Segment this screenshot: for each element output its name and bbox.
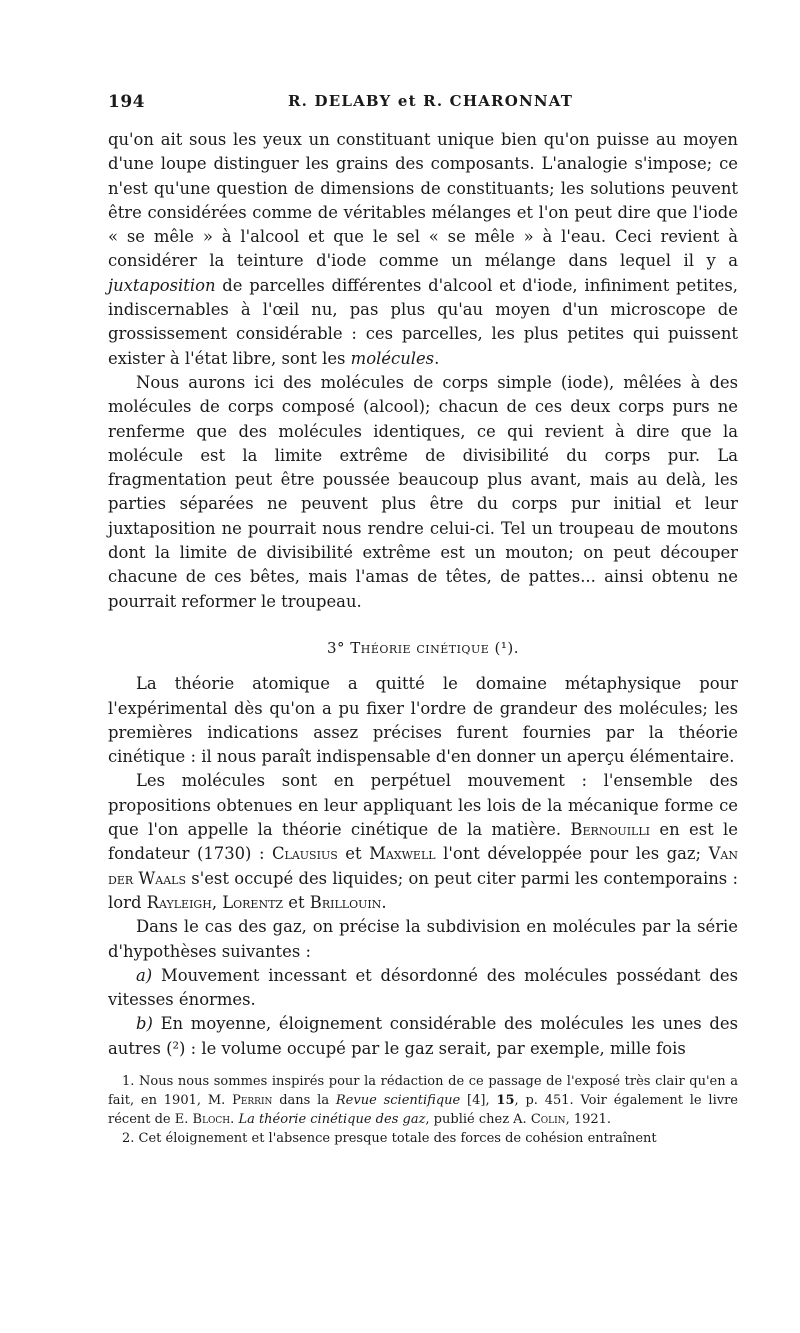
author-name: Brillouin xyxy=(309,892,382,912)
footnote-ref: (¹). xyxy=(494,638,520,657)
author-name: Rayleigh xyxy=(146,892,212,912)
section-heading-text: 3° Théorie cinétique xyxy=(326,638,490,657)
paragraph-5: Dans le cas des gaz, on précise la subdivision en molécules par la série d'hypothèses suivantes : xyxy=(108,917,738,961)
text-span: , xyxy=(211,892,223,912)
text-span: et xyxy=(337,844,370,864)
list-label: a) xyxy=(136,965,153,985)
text-span: de parcelles différentes d'alcool et d'iode, infiniment petites, indiscernables à l'œil nu, pas plus qu'au moyen d'un microscope de grossissement considérable : ces parcelles, les plus petites qui puissent exister à l'état libre, sont les xyxy=(108,275,738,368)
author-name: Perrin xyxy=(232,1093,273,1108)
body-text xyxy=(108,128,738,1061)
page-header xyxy=(108,92,740,116)
text-span: l'ont développée pour les gaz; xyxy=(435,844,709,864)
text-span: , publié chez A. xyxy=(425,1112,531,1127)
volume-number: 15 xyxy=(496,1093,515,1108)
book-title: La théorie cinétique des gaz xyxy=(238,1112,426,1127)
author-name: Bloch xyxy=(192,1112,231,1127)
text-span: en est le fondateur (1730) : xyxy=(108,820,738,864)
paragraph-7 xyxy=(108,1012,738,1061)
list-label: b) xyxy=(136,1014,153,1034)
text-span: s'est occupé des liquides; on peut citer parmi les contemporains : lord xyxy=(108,868,738,912)
author-name: Bernouilli xyxy=(570,820,650,840)
publisher-name: Colin xyxy=(530,1112,566,1127)
paragraph-3: La théorie atomique a quitté le domaine métaphysique pour l'expérimental dès qu'on a pu fixer l'ordre de grandeur des molécules; les premières indications assez précises furent fournies par la théorie cinétique : il nous paraît indispensable d'en donner un aperçu élémentaire. xyxy=(108,674,738,767)
author-name: Lorentz xyxy=(222,892,284,912)
text-span: et xyxy=(283,892,310,912)
italic-term: juxtaposition xyxy=(108,275,216,295)
text-span: En moyenne, éloignement considérable des molécules les unes des autres (²) : le volume occupé par le gaz serait, par exemple, mille fois xyxy=(108,1014,738,1058)
paragraph-6 xyxy=(108,964,738,1013)
paragraph-1 xyxy=(108,128,738,371)
footnote-2: 2. Cet éloignement et l'absence presque totale des forces de cohésion entraînent xyxy=(122,1131,657,1146)
text-span: . xyxy=(381,892,387,912)
author-name: Van der Waals xyxy=(108,844,738,888)
paragraph-4 xyxy=(108,769,738,915)
text-span: [4], xyxy=(460,1093,497,1108)
text-span: Les molécules sont en perpétuel mouvement : l'ensemble des propositions obtenues en leur appliquant les lois de la mécanique forme ce que l'on appelle la théorie cinétique de la matière. xyxy=(108,771,738,840)
page-number: 194 xyxy=(108,92,145,112)
text-span: 1. Nous nous sommes inspirés pour la rédaction de ce passage de l'exposé très clair qu'en a fait, en 1901, M. xyxy=(108,1074,738,1108)
text-span: , 1921. xyxy=(565,1112,612,1127)
text-span: Mouvement incessant et désordonné des molécules possédant des vitesses énormes. xyxy=(108,965,738,1010)
running-title: R. DELABY et R. CHARONNAT xyxy=(288,92,574,110)
author-name: Clausius xyxy=(272,844,338,864)
italic-term: molécules xyxy=(350,348,435,368)
text-span: dans la xyxy=(272,1093,336,1108)
journal-title: Revue scientifique xyxy=(335,1093,461,1108)
author-name: Maxwell xyxy=(369,844,436,864)
footnotes xyxy=(108,1072,738,1148)
text-span: . xyxy=(434,348,440,368)
section-heading xyxy=(108,636,738,660)
footnote-1 xyxy=(108,1072,738,1129)
text-span: qu'on ait sous les yeux un constituant unique bien qu'on puisse au moyen d'une loupe distinguer les grains des composants. L'analogie s'impose; ce n'est qu'une question de dimensions de constituants; les solutions peuvent être considérées comme de véritables mélanges et l'on peut dire que l'iode « se mêle » à l'alcool et que le sel « se mêle » à l'eau. Ceci revient à considérer la teinture d'iode comme un mélange dans lequel il y a xyxy=(108,130,738,271)
text-span: . xyxy=(230,1112,239,1127)
text-span: , p. 451. Voir également le livre récent de E. xyxy=(108,1093,738,1127)
paragraph-2: Nous aurons ici des molécules de corps simple (iode), mêlées à des molécules de corps composé (alcool); chacun de ces deux corps purs ne renferme que des molécules identiques, ce qui revient à dire que la molécule est la limite extrême de divisibilité du corps pur. La fragmentation peut être poussée beaucoup plus avant, mais au delà, les parties séparées ne peuvent plus être du corps pur initial et leur juxtaposition ne pourrait nous rendre celui-ci. Tel un troupeau de moutons dont la limite de divisibilité extrême est un mouton; on peut découper chacune de ces bêtes, mais l'amas de têtes, de pattes... ainsi obtenu ne pourrait reformer le troupeau. xyxy=(108,372,738,611)
